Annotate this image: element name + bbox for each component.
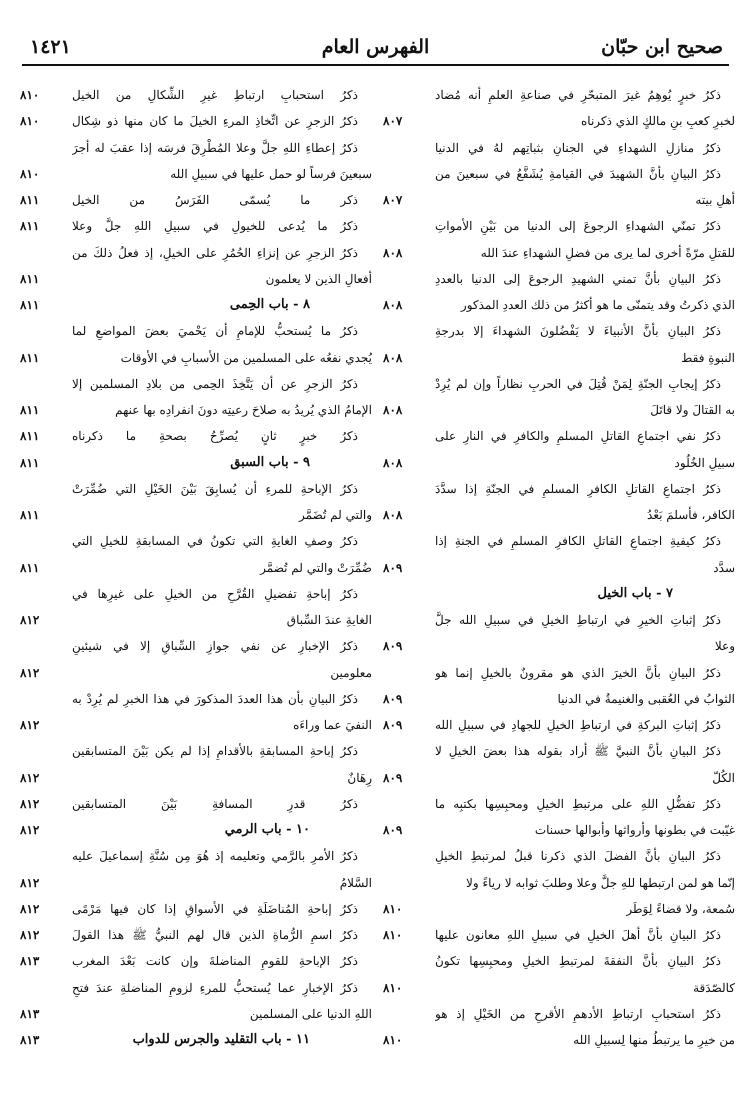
entry-page-number: ٨١١ xyxy=(20,403,40,417)
entry-page-number: ٨٠٨ xyxy=(383,403,403,417)
entry-text: ذكرُ البيانِ بأن هذا العددَ المذكورَ في هذا الخبرِ لم يُرِدْ به xyxy=(72,691,358,706)
index-entry-line xyxy=(383,870,735,896)
entry-text: ذكرُ إثباتِ الخيرِ في ارتباطِ الخيلِ في سبيلِ الله جلَّ xyxy=(435,613,721,627)
entry-text: ذكرُ إعطاءِ اللهِ جلَّ وعلا المُطْرِقَ فرسَه إذا عقبَ له أجرَ xyxy=(72,140,358,155)
index-entry-line xyxy=(20,528,372,554)
entry-page-number: ٨١١ xyxy=(20,350,40,365)
entry-page-number: ٨١١ xyxy=(20,271,40,286)
entry-text: ذكرُ إثباتِ البركةِ في ارتباطِ الخيلِ للجهادِ في سبيلِ الله xyxy=(435,718,721,732)
index-entry-line xyxy=(20,843,372,869)
index-entry-line xyxy=(20,765,372,791)
index-entry-line xyxy=(20,345,372,371)
entry-page-number: ٨٠٨ xyxy=(383,245,403,260)
index-entry-line xyxy=(20,161,372,187)
index-entry-line xyxy=(383,948,735,974)
entry-page-number: ٨١٢ xyxy=(20,718,40,732)
index-entry-line xyxy=(20,975,372,1001)
entry-text: ذكرُ الزجرِ عن إنزاءِ الحُمُرِ على الخيلِ، إذ فعلُ ذلكَ من xyxy=(72,245,358,260)
entry-page-number: ٨١٠ xyxy=(20,114,40,129)
index-entry-line xyxy=(20,870,372,896)
entry-text: ذكر ما يُسمّى الفَرَسُ من الخيل xyxy=(72,193,358,207)
index-entry-line xyxy=(383,187,735,213)
entry-text: ذكرُ اسمِ الرُّماةِ الذين قال لهم النبيُّ ﷺ هذا القولَ xyxy=(72,928,358,942)
index-entry-line xyxy=(383,135,735,161)
entry-text: الإمامُ الذي يُريدُ به صلاحَ رعيتِه دونَ انفرادِه بها عنهم xyxy=(115,403,372,417)
index-entry-line xyxy=(20,240,372,266)
entry-page-number: ٨١٠ xyxy=(20,166,40,181)
index-entry-line xyxy=(20,948,372,974)
index-entry-line xyxy=(383,161,735,187)
entry-page-number: ٨٠٩ xyxy=(383,639,403,654)
entry-page-number: ٨١٣ xyxy=(20,954,40,969)
entry-page-number: ٨٠٩ xyxy=(383,560,403,575)
index-entry-line xyxy=(383,975,735,1001)
index-entry-line xyxy=(383,712,735,738)
entry-text: ذكرُ الإباحةِ للقومِ المناضلةَ وإن كانت بَعْدَ المغرب xyxy=(72,954,358,969)
index-entry-line xyxy=(383,266,735,292)
index-entry-line xyxy=(20,660,372,686)
entry-text: ذكرُ البيانِ بأنَّ الخيرَ الذي هو مقرونٌ بالخيلِ إنما هو xyxy=(435,665,721,680)
entry-text: ذكرُ البيانِ بأنَّ تمني الشهيدِ الرجوعَ إلى الدنيا بالعددِ xyxy=(435,271,721,286)
index-entry-line xyxy=(20,266,372,292)
index-entry-line xyxy=(383,292,735,318)
index-entry-line xyxy=(383,1001,735,1027)
header-rule xyxy=(22,64,729,66)
entry-page-number: ٨١٣ xyxy=(20,1033,40,1047)
index-entry-line xyxy=(383,423,735,449)
entry-text: ذكرُ البيانِ بأنَّ أهلَ الخيلِ في سبيلِ اللهِ معانون عليها xyxy=(435,928,721,942)
index-entry-line xyxy=(20,555,372,581)
entry-text: أفعالِ الذين لا يعلمون xyxy=(265,271,372,286)
index-entry-line xyxy=(20,633,372,659)
index-entry-line xyxy=(383,738,735,764)
chapter-heading xyxy=(383,581,735,607)
entry-text: السَّلامُ xyxy=(339,875,372,890)
entry-page-number: ٨١١ xyxy=(20,298,40,312)
entry-text: سبيلِ الخُلُود xyxy=(674,455,735,470)
entry-text: ذكرُ نفي اجتماعِ القاتلِ المسلمِ والكافرِ في النارِ على xyxy=(435,429,721,444)
index-entry-line xyxy=(383,686,735,712)
entry-page-number: ٨٠٩ xyxy=(383,718,403,732)
entry-text: سدَّد xyxy=(713,560,735,575)
entry-page-number: ٨١١ xyxy=(20,193,40,207)
index-entry-line xyxy=(383,345,735,371)
index-entry-line xyxy=(383,660,735,686)
index-entry-line xyxy=(20,397,372,423)
index-entry-line xyxy=(20,187,372,213)
entry-text: النفيَ عما وراءَه xyxy=(293,718,372,732)
entry-text: به القتالَ ولا قاتَلَ xyxy=(650,403,735,417)
entry-text: ذكرُ منازلِ الشهداءِ في الجنانِ بثباتِهم لهُ في الدنيا xyxy=(435,140,721,155)
entry-page-number: ٨١١ xyxy=(20,560,40,575)
entry-text: ذكرُ الأمرِ بالرَّمي وتعليمه إذ هُوَ مِن سُنَّةِ إسماعيلَ عليه xyxy=(72,849,358,864)
entry-page-number: ٨٠٨ xyxy=(383,350,403,365)
entry-text: ٧ - باب الخيل xyxy=(597,585,673,601)
entry-page-number: ٨١١ xyxy=(20,429,40,444)
entry-page-number: ٨١٢ xyxy=(20,875,40,890)
index-entry-line xyxy=(20,791,372,817)
entry-text: ذكرُ إباحةِ المُناضَلَةِ في الأسواقِ إذا كان فيها مَرْمًى xyxy=(72,901,358,916)
index-entry-line xyxy=(20,896,372,922)
entry-text: لخبرِ كعبِ بنِ مالكٍ الذي ذكرناه xyxy=(581,114,735,129)
entry-text: رِهَانٌ xyxy=(347,770,372,785)
index-entry-line xyxy=(383,843,735,869)
page-header xyxy=(22,32,729,60)
page-number: ١٤٢١ xyxy=(30,36,71,58)
entry-text: سُمعة، ولا قضاءً لِوَطَر xyxy=(626,901,735,916)
entry-page-number: ٨١٠ xyxy=(20,88,40,102)
index-entry-line xyxy=(20,1001,372,1027)
entry-text: ٨ - باب الحِمى xyxy=(229,297,310,312)
index-entry-line xyxy=(383,502,735,528)
entry-text: ذكرُ وصفِ الغايةِ التي تكونُ في المسابقةِ للخيلِ التي xyxy=(72,534,358,549)
entry-page-number: ٨٠٩ xyxy=(383,691,403,706)
entry-page-number: ٨٠٩ xyxy=(383,770,403,785)
entry-text: سبعينَ فرساً لو حمل عليها في سبيلِ الله xyxy=(170,166,372,181)
entry-text: ذكرُ الإخبارِ عن نفي جوازِ السِّباقِ إلا في شيئينِ xyxy=(72,639,358,654)
entry-text: ذكرُ خبرٍ يُوهِمُ غيرَ المتبحّرِ في صناعةِ العلمِ أنه مُضاد xyxy=(435,88,721,102)
index-entry-line xyxy=(20,213,372,239)
entry-text: ذكرُ اجتماعِ القاتلِ الكافرِ المسلمِ في الجنّةِ إذا سدَّدَ xyxy=(435,481,721,496)
entry-page-number: ٨٠٩ xyxy=(383,823,403,837)
index-entry-line xyxy=(383,476,735,502)
entry-text: ذكرُ كيفيةِ اجتماعِ القاتلِ الكافرِ المسلمِ في الجنةِ إذا xyxy=(435,534,721,549)
entry-text: ذكرُ ما يُدعى للخيولِ في سبيلِ اللهِ جلَّ وعلا xyxy=(72,219,358,234)
entry-text: أهلِ بيته xyxy=(695,193,735,207)
chapter-heading xyxy=(20,1027,372,1053)
entry-page-number: ٨١٢ xyxy=(20,928,40,942)
index-entry-line xyxy=(20,135,372,161)
entry-text: غيّبت في بطونها وأرواثها وأبوالها حسنات xyxy=(534,823,735,837)
index-entry-line xyxy=(383,318,735,344)
index-entry-line xyxy=(20,738,372,764)
entry-page-number: ٨١٢ xyxy=(20,613,40,627)
entry-text: يُجدي نفعُه على المسلمين من الأسبابِ في الأوقات xyxy=(120,350,372,365)
entry-text: ذكرُ تمنّي الشهداءِ الرجوعَ إلى الدنيا من بَيْنِ الأمواتِ xyxy=(435,219,721,234)
index-entry-line xyxy=(383,555,735,581)
entry-text: ١٠ - باب الرمي xyxy=(224,822,310,837)
entry-text: ذكرُ البيانِ بأنَّ الأنبياءَ لا يَفْضُلونَ الشهداءَ إلا بدرجةِ xyxy=(435,324,721,339)
entry-page-number: ٨٠٨ xyxy=(383,298,403,312)
index-entry-line xyxy=(20,922,372,948)
entry-text: إنّما هو لمن ارتبطها للهِ جلَّ وعلا وطلبَ ثوابه لا رياءً ولا xyxy=(466,875,735,890)
entry-page-number: ٨٠٧ xyxy=(383,114,403,129)
entry-text: ذكرُ إباحةِ المسابقةِ بالأقدامِ إذا لم يكن بَيْنَ المتسابقين xyxy=(72,744,358,759)
entry-page-number: ٨٠٨ xyxy=(383,455,403,470)
entry-text: معلومين xyxy=(330,665,372,680)
entry-text: ذكرُ تفضُّلِ اللهِ على مرتبطِ الخيلِ ومحبِسِها بكتبِه ما xyxy=(435,796,721,811)
entry-text: ذكرُ البيانِ بأنَّ النفقةَ لمرتبطِ الخيلِ ومحبِسِها تكونُ xyxy=(435,954,721,969)
entry-text: ذكرُ إيجابِ الجنّةِ لِمَنْ قُتِلَ في الحربِ نظاراً وإن لم يُرِدْ xyxy=(435,376,721,391)
entry-page-number: ٨١١ xyxy=(20,455,40,470)
entry-text: ٩ - باب السبق xyxy=(230,454,310,470)
index-entry-line xyxy=(20,371,372,397)
index-entry-line xyxy=(20,82,372,108)
section-title: الفهرس العام xyxy=(321,36,430,58)
entry-page-number: ٨١٢ xyxy=(20,796,40,811)
index-entry-line xyxy=(383,450,735,476)
index-entry-line xyxy=(383,896,735,922)
entry-text: وعلا xyxy=(714,639,735,654)
entry-text: الكافر، فأسلمَ بَعْدُ xyxy=(647,508,735,522)
index-entry-line xyxy=(20,607,372,633)
entry-text: ضُمِّرَتْ والتي لم تُضمَّر xyxy=(260,560,372,575)
entry-text: ذكرُ الزجرِ عن أن يَتَّخِذَ الحِمى من بلادِ المسلمين إلا xyxy=(72,376,358,391)
index-entry-line xyxy=(383,240,735,266)
entry-page-number: ٨١٢ xyxy=(20,823,40,837)
index-entry-line xyxy=(20,318,372,344)
book-title: صحيح ابن حبّان xyxy=(601,36,723,58)
entry-page-number: ٨١٢ xyxy=(20,665,40,680)
index-entry-line xyxy=(20,108,372,134)
entry-text: والتي لم تُضَمَّر xyxy=(299,508,372,522)
entry-text: اللهِ الدنيا على المسلمين xyxy=(249,1006,372,1021)
entry-text: للقتلِ مرّةً أخرى لما يرى من فضلِ الشهداءِ عندَ الله xyxy=(480,245,735,260)
entry-text: كالصّدَقة xyxy=(693,980,735,995)
entry-text: ذكرُ البيانِ بأنَّ النبيَّ ﷺ أراد بقوله هذا بعضَ الخيلِ لا xyxy=(435,744,721,759)
entry-text: ذكرُ البيانِ بأنَّ الشهيدَ في القيامةِ يُشَفَّعُ في سبعينَ من xyxy=(435,166,721,181)
entry-text: ذكرُ خبرٍ ثانٍ يُصرِّحُ بصحةِ ما ذكرناه xyxy=(72,429,358,444)
chapter-heading xyxy=(20,450,372,476)
entry-text: ذكرُ ما يُستحبُّ للإمامِ أن يَحْميَ بعضَ المواضعِ لما xyxy=(72,324,358,339)
chapter-heading xyxy=(20,292,372,318)
index-entry-line xyxy=(383,397,735,423)
entry-text: ذكرُ الزجرِ عن اتِّخاذِ المرءِ الخيلَ ما كان منها ذو شِكال xyxy=(72,114,358,129)
entry-page-number: ٨١٠ xyxy=(383,980,403,995)
index-entry-line xyxy=(383,108,735,134)
index-entry-line xyxy=(20,686,372,712)
index-entry-line xyxy=(383,765,735,791)
entry-text: الكُلّ xyxy=(712,770,735,785)
index-entry-line xyxy=(20,476,372,502)
index-entry-line xyxy=(383,817,735,843)
entry-text: ذكرُ إباحةِ تفضيلِ القُرَّحِ من الخيلِ على غيرِها في xyxy=(72,586,358,601)
index-entry-line xyxy=(383,213,735,239)
entry-text: ذكرُ الإخبارِ عما يُستحبُّ للمرءِ لزومِ المناضلةِ عندَ فتحِ xyxy=(72,980,358,995)
entry-text: ذكرُ الإباحةِ للمرءِ أن يُسابِقَ بَيْنَ الخَيْلِ التي ضُمِّرَتْ xyxy=(72,481,358,496)
index-entry-line xyxy=(383,1027,735,1053)
entry-text: النبوةِ فقط xyxy=(681,350,735,365)
entry-page-number: ٨١٢ xyxy=(20,770,40,785)
entry-page-number: ٨١٢ xyxy=(20,901,40,916)
index-column-left xyxy=(20,82,372,1053)
entry-page-number: ٨١١ xyxy=(20,508,40,522)
entry-text: الثوابُ في العُقبى والغنيمةُ في الدنيا xyxy=(557,691,735,706)
index-entry-line xyxy=(383,607,735,633)
entry-page-number: ٨٠٧ xyxy=(383,193,403,207)
index-entry-line xyxy=(383,82,735,108)
index-entry-line xyxy=(20,712,372,738)
entry-page-number: ٨١٠ xyxy=(383,1033,403,1047)
index-entry-line xyxy=(383,922,735,948)
index-entry-line xyxy=(383,633,735,659)
entry-text: ذكرُ البيانِ بأنَّ الفضلَ الذي ذكرنا قبلُ لمرتبطِ الخيلِ xyxy=(435,849,721,864)
entry-page-number: ٨١٠ xyxy=(383,928,403,942)
index-entry-line xyxy=(20,581,372,607)
entry-page-number: ٨١٠ xyxy=(383,901,403,916)
entry-text: ذكرُ استحبابِ ارتباطِ غيرِ الشِّكالِ من الخيل xyxy=(72,88,358,102)
index-entry-line xyxy=(20,502,372,528)
entry-text: الغايةِ عندَ السِّباق xyxy=(286,613,372,627)
entry-page-number: ٨١٣ xyxy=(20,1006,40,1021)
entry-page-number: ٨٠٨ xyxy=(383,508,403,522)
index-entry-line xyxy=(20,423,372,449)
entry-page-number: ٨١١ xyxy=(20,219,40,234)
index-entry-line xyxy=(383,791,735,817)
chapter-heading xyxy=(20,817,372,843)
index-entry-line xyxy=(383,371,735,397)
index-column-right xyxy=(383,82,735,1053)
entry-text: ذكرُ استحبابِ ارتباطِ الأدهمِ الأقرحِ من الخَيْلِ إذ هو xyxy=(435,1006,721,1021)
entry-text: الذي ذكرتُ وقد يتمنّى ما هو أكثرُ من ذلك العددِ المذكور xyxy=(460,298,735,312)
index-entry-line xyxy=(383,528,735,554)
entry-text: ذكرُ قدرِ المسافةِ بَيْنَ المتسابقين xyxy=(72,796,358,811)
entry-text: من خيرِ ما يرتبطُ منها لِسبيلِ الله xyxy=(573,1033,735,1047)
entry-text: ١١ - باب التقليد والجرس للدواب xyxy=(132,1032,310,1047)
